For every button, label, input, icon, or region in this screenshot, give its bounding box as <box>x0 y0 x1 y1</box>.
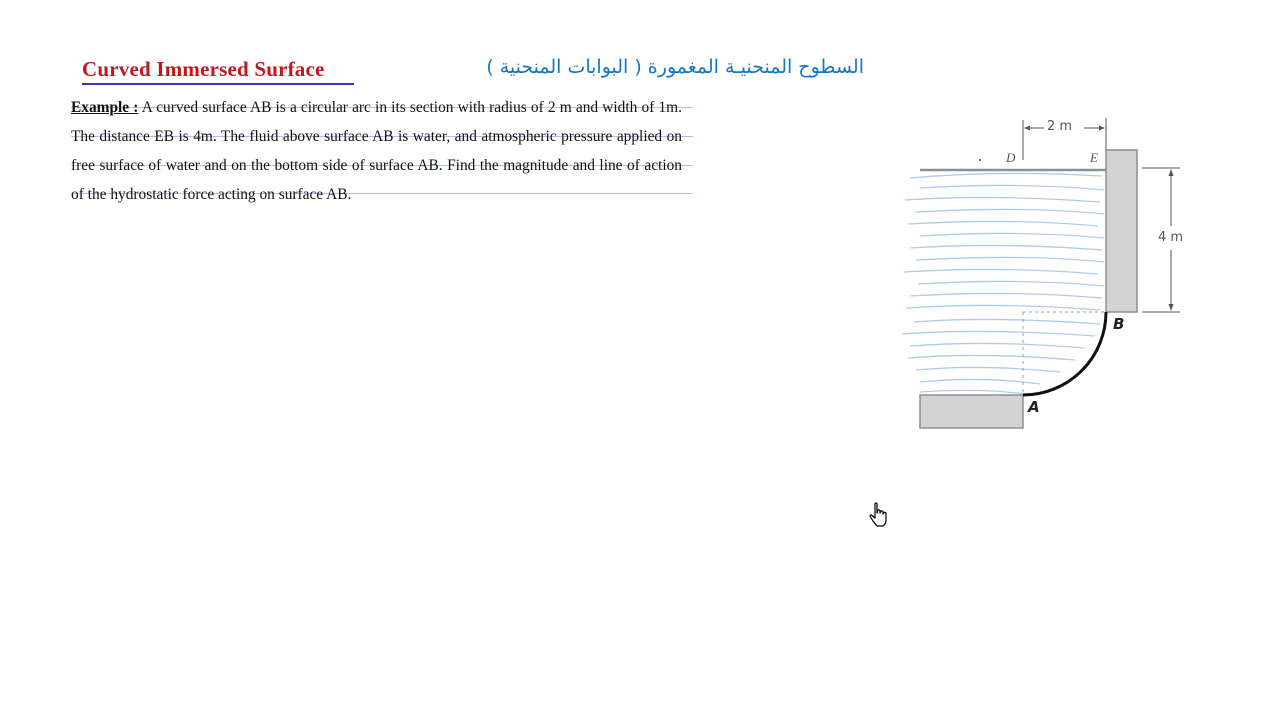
label-a: A <box>1028 398 1040 416</box>
dimension-4m: 4 m <box>1158 230 1184 245</box>
example-label: Example : <box>71 99 139 116</box>
label-e: E <box>1090 150 1098 165</box>
example-text: A curved surface AB is a circular arc in its section with radius of 2 m and width of 1m. The distance EB is 4m. The fluid above surface AB is water, and atmospheric pressure applied on free surface of water and on the bottom side of surface AB. Find the magnitude and line of action of the hydrostatic force acting on surface AB. <box>71 99 683 203</box>
curved-surface-figure <box>880 110 1210 470</box>
label-b: B <box>1113 315 1125 333</box>
example-paragraph <box>71 93 682 209</box>
dimension-2m: 2 m <box>1047 119 1073 134</box>
hand-pointer-icon <box>868 502 890 528</box>
page-title-arabic: السطوح المنحنيـة المغمورة ( البوابات المنحنية ) <box>486 56 864 78</box>
label-d: D <box>1006 150 1016 165</box>
title-underline <box>82 83 354 85</box>
page-title-english: Curved Immersed Surface <box>82 57 325 81</box>
